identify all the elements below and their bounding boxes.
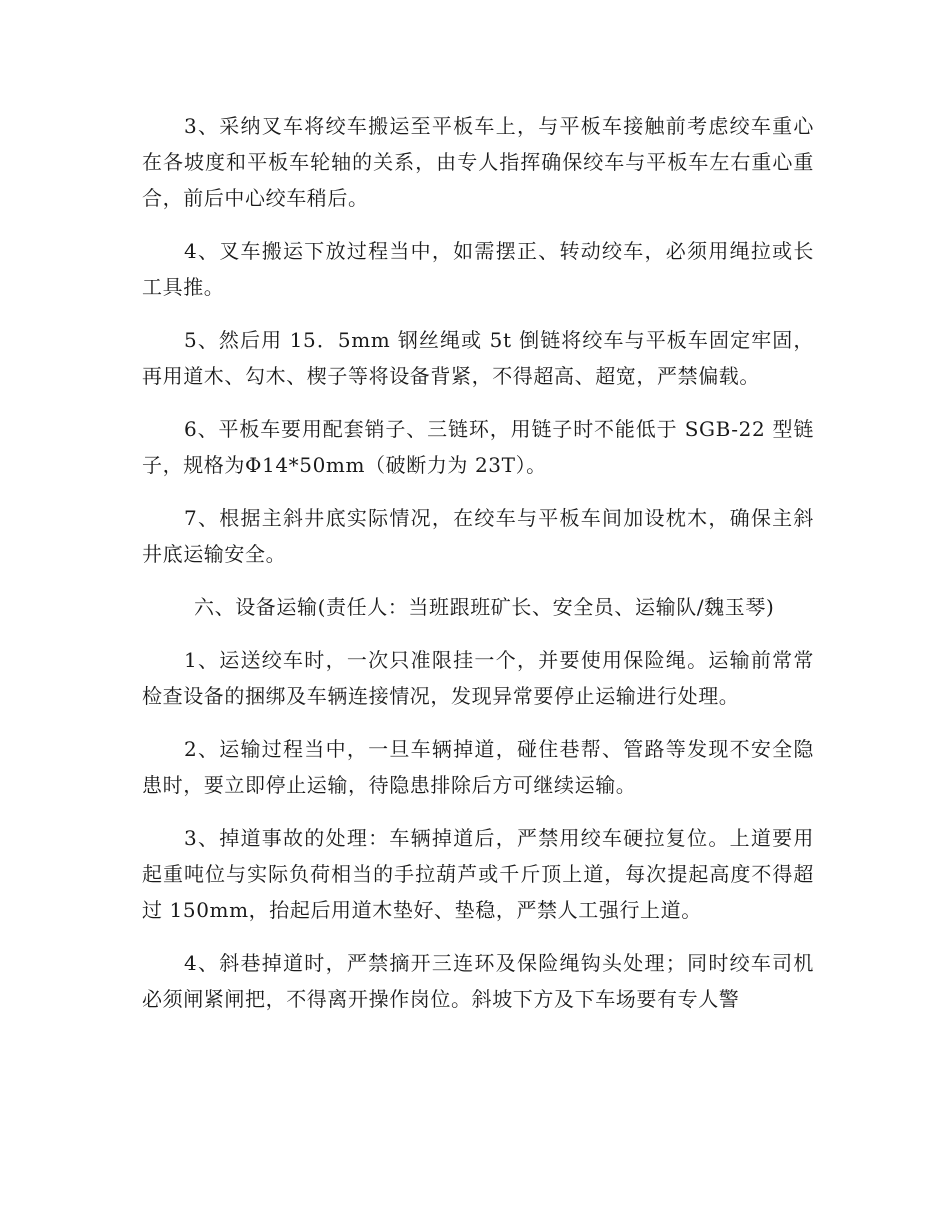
- paragraph-transport-2: 2、运输过程当中，一旦车辆掉道，碰住巷帮、管路等发现不安全隐患时，要立即停止运输，待隐患排除后方可继续运输。: [142, 737, 814, 797]
- paragraph-item-3: 3、采纳叉车将绞车搬运至平板车上，与平板车接触前考虑绞车重心在各坡度和平板车轮轴的关系，由专人指挥确保绞车与平板车左右重心重合，前后中心绞车稍后。: [142, 114, 814, 210]
- paragraph-item-4: 4、叉车搬运下放过程当中，如需摆正、转动绞车，必须用绳拉或长工具推。: [142, 239, 814, 299]
- document-page: [142, 108, 814, 1017]
- paragraph-item-5: 5、然后用 15．5mm 钢丝绳或 5t 倒链将绞车与平板车固定牢固，再用道木、勾木、楔子等将设备背紧，不得超高、超宽，严禁偏载。: [142, 328, 814, 388]
- paragraph-transport-4: 4、斜巷掉道时，严禁摘开三连环及保险绳钩头处理；同时绞车司机必须闸紧闸把，不得离开操作岗位。斜坡下方及下车场要有专人警: [142, 951, 814, 1011]
- paragraph-item-7: 7、根据主斜井底实际情况，在绞车与平板车间加设枕木，确保主斜井底运输安全。: [142, 506, 814, 566]
- paragraph-item-6: 6、平板车要用配套销子、三链环，用链子时不能低于 SGB-22 型链子，规格为Φ14*50mm（破断力为 23T）。: [142, 417, 814, 477]
- paragraph-transport-3: 3、掉道事故的处理：车辆掉道后，严禁用绞车硬拉复位。上道要用起重吨位与实际负荷相当的手拉葫芦或千斤顶上道，每次提起高度不得超过 150mm，抬起后用道木垫好、垫稳，严禁人工强行上道。: [142, 826, 814, 922]
- paragraph-transport-1: 1、运送绞车时，一次只准限挂一个，并要使用保险绳。运输前常常检查设备的捆绑及车辆连接情况，发现异常要停止运输进行处理。: [142, 648, 814, 708]
- section-heading-equipment-transport: 六、设备运输(责任人：当班跟班矿长、安全员、运输队/魏玉琴): [194, 595, 775, 619]
